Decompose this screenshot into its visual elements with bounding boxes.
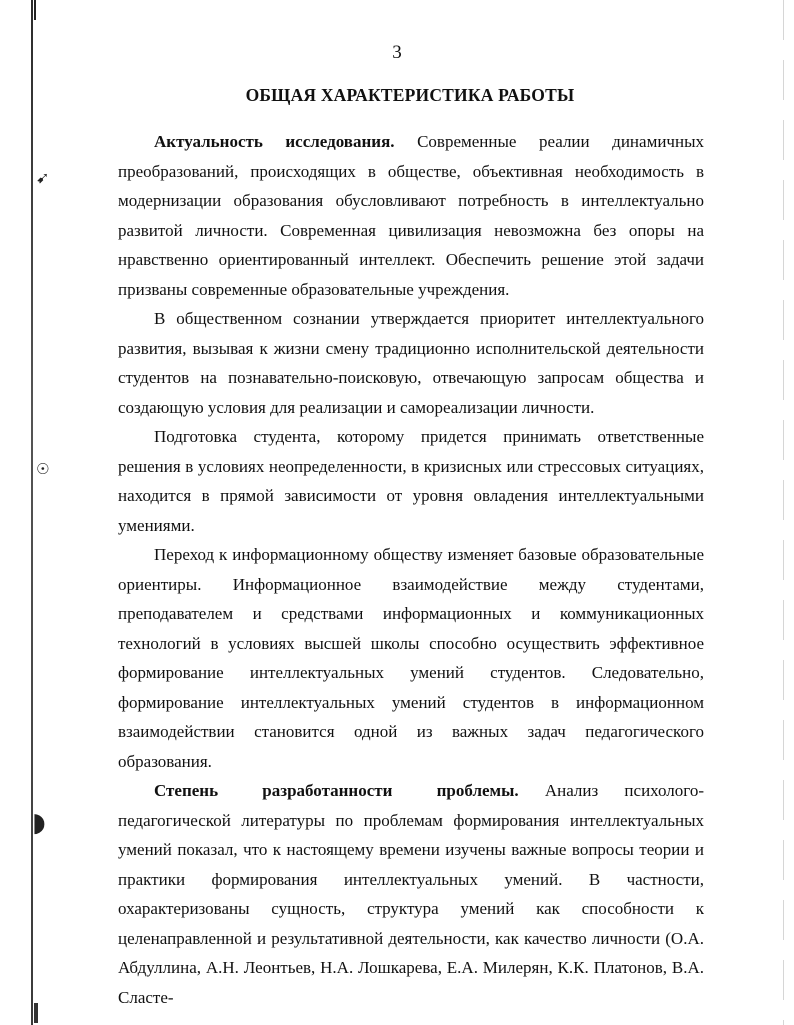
scan-bottom-edge-mark [34,1003,38,1023]
binding-clip-mark-icon: ◗ [32,808,46,838]
paragraph-lead: Степень разработанности проблемы. [154,781,519,800]
paragraph-text: Анализ психолого-педагогической литературы по проблемам формирования интеллектуальных умений показал, что к настоящему времени изучены важные вопросы теории и практики формирования интеллектуальных умений. В частности, охарактеризованы сущность, структура умений как способности к целенаправленной и результативной деятельности, как качество личности (О.А. Абдуллина, А.Н. Леонтьев, Н.А. Лошкарева, Е.А. Милерян, К.К. Платонов, В.А. Сласте- [118,781,704,1007]
binding-hole-mark-icon: ➹ [36,168,50,187]
paragraph [118,304,704,422]
paragraph-degree-of-development [118,776,704,1012]
paragraph [118,540,704,776]
paragraph-relevance [118,127,704,304]
scan-right-edge [783,0,784,1025]
scan-left-edge-mark [34,0,36,20]
paragraph-lead: Актуальность исследования. [154,132,395,151]
document-body [118,127,704,1012]
paragraph [118,422,704,540]
paragraph-text: Современные реалии динамичных преобразований, происходящих в обществе, объективная необходимость в модернизации образования обусловливают потребность в интеллектуально развитой личности. Современная цивилизация невозможна без опоры на нравственно ориентированный интеллект. Обеспечить решение этой задачи призваны современные образовательные учреждения. [118,132,704,299]
paragraph-text: Переход к информационному обществу изменяет базовые образовательные ориентиры. Информационное взаимодействие между студентами, преподавателем и средствами информационных и коммуникационных технологий в условиях высшей школы способно осуществить эффективное формирование интеллектуальных умений студентов. Следовательно, формирование интеллектуальных умений студентов в информационном взаимодействии становится одной из важных задач педагогического образования. [118,545,704,771]
page-title: ОБЩАЯ ХАРАКТЕРИСТИКА РАБОТЫ [245,85,575,105]
paragraph-text: Подготовка студента, которому придется принимать ответственные решения в условиях неопределенности, в кризисных или стрессовых ситуациях, находится в прямой зависимости от уровня овладения интеллектуальными умениями. [118,427,704,535]
page-number: 3 [392,42,402,63]
scan-left-edge [31,0,33,1025]
paragraph-text: В общественном сознании утверждается приоритет интеллектуального развития, вызывая к жизни смену традиционно исполнительской деятельности студентов на познавательно-поисковую, отвечающую запросам общества и создающую условия для реализации и самореализации личности. [118,309,704,417]
binding-hole-circle-icon: ☉ [36,460,50,478]
